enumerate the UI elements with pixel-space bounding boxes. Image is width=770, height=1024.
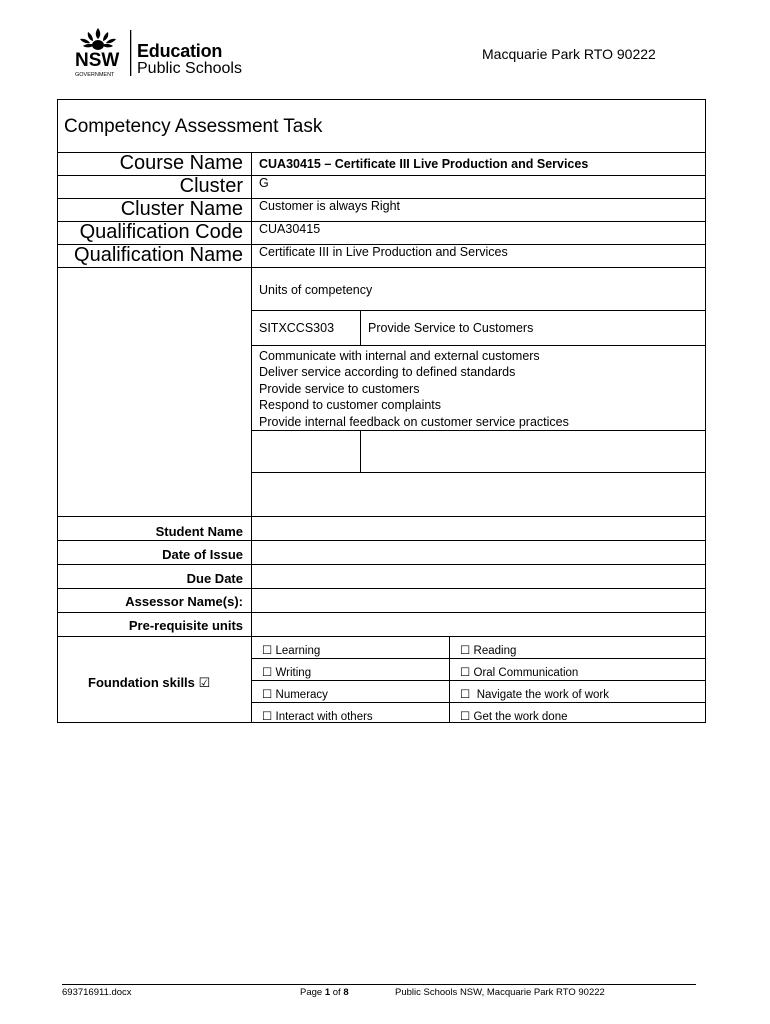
skill-reading[interactable]: ☐ Reading — [460, 645, 517, 657]
checked-box-icon: ☑ — [198, 675, 211, 690]
unit-element: Communicate with internal and external customers — [259, 349, 540, 363]
checkbox-icon[interactable]: ☐ — [262, 645, 273, 657]
student-name-label: Student Name — [155, 524, 243, 539]
checkbox-icon[interactable]: ☐ — [460, 667, 471, 679]
logo-public-schools: Public Schools — [137, 60, 242, 77]
unit-element: Respond to customer complaints — [259, 398, 442, 413]
skill-learning[interactable]: ☐ Learning — [262, 645, 321, 657]
cluster-name-value: Customer is always Right — [259, 199, 401, 213]
qualification-name-label: Qualification Name — [74, 244, 243, 266]
checkbox-icon[interactable]: ☐ — [460, 645, 471, 657]
checkbox-icon[interactable]: ☐ — [460, 689, 471, 701]
task-title: Competency Assessment Task — [64, 116, 323, 137]
unit-title: Provide Service to Customers — [368, 321, 534, 335]
footer-filename: 693716911.docx — [62, 987, 132, 998]
prerequisite-field[interactable] — [252, 613, 705, 636]
skill-writing[interactable]: ☐ Writing — [262, 667, 312, 679]
cluster-label: Cluster — [179, 175, 243, 197]
logo-text — [137, 42, 242, 78]
skill-oral-communication[interactable]: ☐ Oral Communication — [460, 667, 579, 679]
unit-element: Provide service to customers — [259, 381, 420, 396]
skill-navigate-work[interactable]: ☐ Navigate the work of work — [460, 689, 610, 701]
due-date-label: Due Date — [186, 571, 243, 586]
logo-education: Education — [137, 41, 223, 61]
checkbox-icon[interactable]: ☐ — [262, 711, 273, 723]
cluster-value: G — [259, 176, 269, 190]
student-name-field[interactable] — [252, 517, 705, 540]
logo-nsw: NSW — [75, 50, 120, 71]
unit-elements — [259, 348, 569, 430]
skill-numeracy[interactable]: ☐ Numeracy — [262, 689, 328, 701]
units-heading: Units of competency — [259, 283, 373, 297]
prerequisite-label: Pre-requisite units — [128, 618, 243, 633]
footer-rule — [62, 984, 696, 985]
unit-element: Deliver service according to defined standards — [259, 365, 516, 380]
unit-code: SITXCCS303 — [259, 321, 335, 335]
footer-organisation: Public Schools NSW, Macquarie Park RTO 90222 — [395, 987, 605, 998]
logo-government: GOVERNMENT — [75, 72, 115, 78]
course-name-value: CUA30415 – Certificate III Live Production and Services — [259, 157, 589, 171]
foundation-skills-label: Foundation skills ☑ — [88, 675, 211, 690]
course-name-label: Course Name — [119, 152, 243, 174]
qualification-code-value: CUA30415 — [259, 222, 321, 236]
skill-interact[interactable]: ☐ Interact with others — [262, 711, 373, 723]
cluster-name-label: Cluster Name — [120, 198, 243, 220]
date-of-issue-label: Date of Issue — [162, 547, 243, 562]
unit-element: Provide internal feedback on customer service practices — [259, 414, 569, 429]
checkbox-icon[interactable]: ☐ — [460, 711, 471, 723]
date-of-issue-field[interactable] — [252, 541, 705, 564]
due-date-field[interactable] — [252, 565, 705, 588]
assessor-field[interactable] — [252, 589, 705, 612]
rto-label: Macquarie Park RTO 90222 — [482, 46, 656, 62]
qualification-name-value: Certificate III in Live Production and Services — [259, 245, 508, 259]
checkbox-icon[interactable]: ☐ — [262, 667, 273, 679]
footer-page-number: Page 1 of 8 — [300, 987, 349, 998]
qualification-code-label: Qualification Code — [79, 221, 243, 243]
assessor-label: Assessor Name(s): — [125, 594, 243, 609]
skill-get-work-done[interactable]: ☐ Get the work done — [460, 711, 568, 723]
checkbox-icon[interactable]: ☐ — [262, 689, 273, 701]
